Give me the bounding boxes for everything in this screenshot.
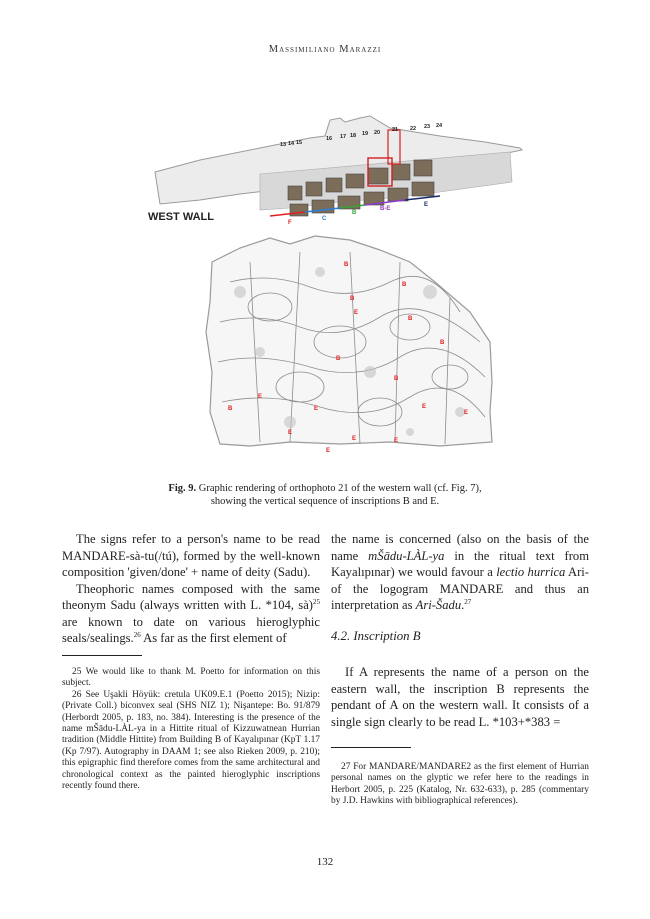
col-number: 13 bbox=[280, 142, 287, 148]
col-number: 21 bbox=[392, 127, 399, 133]
figure-caption bbox=[150, 482, 500, 508]
sequence-label-e: E bbox=[424, 202, 429, 208]
marker-b: B bbox=[344, 262, 349, 268]
marker-e: E bbox=[258, 394, 263, 400]
marker-e: E bbox=[394, 438, 399, 444]
running-head: Massimiliano Marazzi bbox=[268, 44, 382, 55]
orthophoto-rendering bbox=[206, 236, 492, 454]
col-number: 20 bbox=[374, 130, 381, 136]
col-number: 18 bbox=[350, 133, 357, 139]
marker-b: B bbox=[228, 406, 233, 412]
caption-line-1: Graphic rendering of orthophoto 21 of the western wall (cf. Fig. 7), bbox=[196, 483, 482, 494]
marker-e: E bbox=[314, 406, 319, 412]
paragraph: The signs refer to a person's name to be read MANDARE-sà-tu(/tú), formed by the well-known composition 'given/done' + name of deity (Sadu). bbox=[62, 532, 320, 579]
sequence-label-b: B bbox=[352, 210, 357, 216]
right-footnotes bbox=[331, 762, 589, 808]
marker-b: B bbox=[402, 282, 407, 288]
col-number: 17 bbox=[340, 134, 347, 140]
marker-e: E bbox=[288, 430, 293, 436]
right-column-2 bbox=[331, 664, 589, 730]
col-number: 19 bbox=[362, 131, 369, 137]
marker-e: E bbox=[354, 310, 359, 316]
right-column bbox=[331, 531, 589, 614]
col-number: 22 bbox=[410, 126, 417, 132]
marker-b: B bbox=[336, 356, 341, 362]
paragraph: If A represents the name of a person on the eastern wall, the inscription B represents the pendant of A on the western wall. It consists of a single sign clearly to be read L. *103+*383 = bbox=[331, 665, 589, 729]
sequence-label-c: C bbox=[322, 216, 327, 222]
footnote-ref[interactable]: 27 bbox=[464, 597, 472, 606]
footnote-divider bbox=[62, 655, 142, 656]
sequence-label-f: F bbox=[288, 220, 292, 226]
footnote: 26 See Uşakli Höyük: cretula UK09.E.1 (Poetto 2015); Nizip: (Private Coll.) biconvex seal (SHS NIZ 1); Nişantepe: Bo. 91/879 (Herbordt 2005, p. 183, no. 384). Interesting is the presence of the name mŠādu-LÀL-ya in a Hittite ritual of Kizzuwatnean Hurrian tradition (Middle Hittite) from Building B of Kayalıpınar (KpT 1.17 (Kp 7/97). Autography in DAAM 1; see also Rieken 2009, p. 210); this epigraphic find therefore comes from the same architectural and chronological context as the painted hieroglyphic inscriptions recently found there. bbox=[62, 689, 320, 792]
sequence-label-be: B-E bbox=[380, 206, 391, 212]
col-number: 24 bbox=[436, 123, 443, 129]
caption-label: Fig. 9. bbox=[168, 483, 197, 494]
marker-b: B bbox=[394, 376, 399, 382]
col-number: 14 bbox=[288, 141, 295, 147]
marker-b: B bbox=[440, 340, 445, 346]
page-number: 132 bbox=[316, 856, 334, 868]
marker-e: E bbox=[352, 436, 357, 442]
marker-e: E bbox=[326, 448, 331, 454]
left-footnotes bbox=[62, 667, 320, 792]
caption-line-2: showing the vertical sequence of inscriptions B and E. bbox=[210, 496, 440, 507]
wall-drawing bbox=[140, 112, 530, 472]
section-heading: 4.2. Inscription B bbox=[331, 629, 421, 643]
footnote-divider bbox=[331, 747, 411, 748]
figure-9 bbox=[140, 112, 530, 472]
marker-e: E bbox=[422, 404, 427, 410]
col-number: 23 bbox=[424, 124, 431, 130]
left-column bbox=[62, 531, 320, 647]
footnote: 27 For MANDARE/MANDARE2 as the first element of Hurrian personal names on the glyptic we refer here to the readings in Herbort 2005, p. 225 (Katalog, Nr. 632-633), p. 285 (commentary by J.D. Hawkins with bibliographical references). bbox=[331, 762, 589, 807]
col-number: 16 bbox=[326, 136, 333, 142]
paragraph: Theophoric names composed with the same theonym Sadu (always written with L. *104, sà)$^{25}$ are known to date on various hieroglyphic seals/sealings.$^{26}$ As far as the first element of bbox=[62, 581, 320, 645]
marker-e: E bbox=[464, 410, 469, 416]
marker-b: B bbox=[408, 316, 413, 322]
footnote: 25 We would like to thank M. Poetto for information on this subject. bbox=[62, 667, 320, 689]
footnote-ref[interactable]: 26 bbox=[133, 630, 141, 639]
footnote-ref[interactable]: 25 bbox=[313, 597, 320, 606]
marker-b: B bbox=[350, 296, 355, 302]
col-number: 15 bbox=[296, 140, 303, 146]
wall-label: WEST WALL bbox=[148, 211, 214, 223]
paragraph: the name is concerned (also on the basis of the name mŠādu-LÀL-ya in the ritual text from Kayalıpınar) we would favour a lectio hurrica Ari- of the logogram MANDARE and thus an interpretation as Ari-Šadu.$^{27}$ bbox=[331, 532, 590, 612]
